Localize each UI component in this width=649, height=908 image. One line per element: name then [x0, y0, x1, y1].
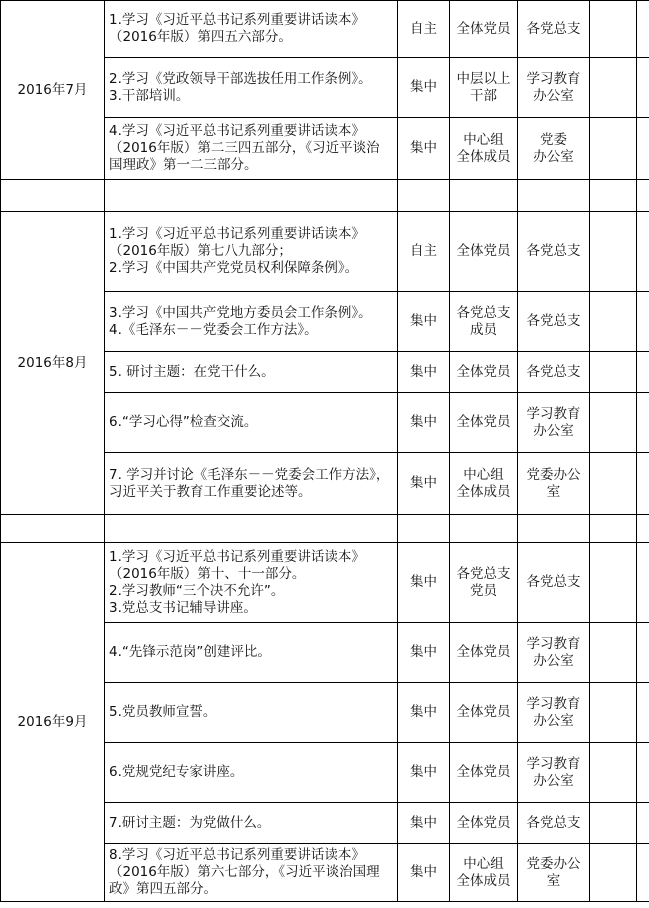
- target-cell: 中心组 全体成员: [450, 453, 518, 515]
- content-cell: 8.学习《习近平总书记系列重要讲话读本》（2016年版）第六七部分，《习近平谈治国理政》第四五部分。: [105, 844, 398, 902]
- organizer-cell: 学习教育 办公室: [518, 743, 590, 803]
- form-cell: 自主: [398, 212, 450, 292]
- target-cell: 各党总支 成员: [450, 292, 518, 352]
- content-cell: 7. 学习并讨论《毛泽东－－党委会工作方法》，习近平关于教育工作重要论述等。: [105, 453, 398, 515]
- form-cell: 集中: [398, 683, 450, 743]
- form-cell: 集中: [398, 623, 450, 683]
- empty-cell: [590, 1, 637, 58]
- month-cell-august: 2016年8月: [1, 212, 105, 515]
- content-cell: 5. 研讨主题：在党干什么。: [105, 352, 398, 393]
- content-cell: 1.学习《习近平总书记系列重要讲话读本》（2016年版）第十、十一部分。 2.学习教师“三个决不允许”。 3.党总支书记辅导讲座。: [105, 543, 398, 623]
- content-cell: 3.学习《中国共产党地方委员会工作条例》。 4.《毛泽东－－党委会工作方法》。: [105, 292, 398, 352]
- content-cell: 6.党规党纪专家讲座。: [105, 743, 398, 803]
- target-cell: 全体党员: [450, 623, 518, 683]
- form-cell: 集中: [398, 118, 450, 180]
- content-cell: 4.“先锋示范岗”创建评比。: [105, 623, 398, 683]
- target-cell: 全体党员: [450, 393, 518, 453]
- empty-cell: [637, 58, 649, 118]
- content-cell: 1.学习《习近平总书记系列重要讲话读本》（2016年版）第七八九部分； 2.学习《中国共产党党员权利保障条例》。: [105, 212, 398, 292]
- organizer-cell: 各党总支: [518, 352, 590, 393]
- form-cell: 集中: [398, 352, 450, 393]
- empty-cell: [590, 453, 637, 515]
- target-cell: 全体党员: [450, 803, 518, 844]
- empty-cell: [590, 743, 637, 803]
- content-cell: 4.学习《习近平总书记系列重要讲话读本》（2016年版）第二三四五部分，《习近平谈治国理政》第一二三部分。: [105, 118, 398, 180]
- empty-cell: [590, 212, 637, 292]
- form-cell: 集中: [398, 743, 450, 803]
- target-cell: 中层以上 干部: [450, 58, 518, 118]
- content-cell: 6.“学习心得”检查交流。: [105, 393, 398, 453]
- organizer-cell: 党委 办公室: [518, 118, 590, 180]
- empty-cell: [637, 212, 649, 292]
- table-row: [1, 543, 649, 623]
- target-cell: 全体党员: [450, 683, 518, 743]
- form-cell: 集中: [398, 453, 450, 515]
- empty-cell: [590, 844, 637, 902]
- content-cell: 1.学习《习近平总书记系列重要讲话读本》（2016年版）第四五六部分。: [105, 1, 398, 58]
- form-cell: 集中: [398, 803, 450, 844]
- empty-cell: [637, 453, 649, 515]
- form-cell: 集中: [398, 543, 450, 623]
- target-cell: 全体党员: [450, 352, 518, 393]
- organizer-cell: 党委办公室: [518, 844, 590, 902]
- spacer-row: [1, 515, 649, 543]
- form-cell: 集中: [398, 292, 450, 352]
- empty-cell: [590, 803, 637, 844]
- empty-cell: [637, 1, 649, 58]
- empty-cell: [637, 292, 649, 352]
- organizer-cell: 学习教育 办公室: [518, 58, 590, 118]
- organizer-cell: 各党总支: [518, 1, 590, 58]
- empty-cell: [590, 118, 637, 180]
- empty-cell: [590, 352, 637, 393]
- empty-cell: [637, 393, 649, 453]
- organizer-cell: 学习教育 办公室: [518, 623, 590, 683]
- empty-cell: [637, 352, 649, 393]
- target-cell: 各党总支 党员: [450, 543, 518, 623]
- organizer-cell: 各党总支: [518, 212, 590, 292]
- empty-cell: [637, 803, 649, 844]
- content-cell: 5.党员教师宣誓。: [105, 683, 398, 743]
- form-cell: 集中: [398, 58, 450, 118]
- organizer-cell: 党委办公室: [518, 453, 590, 515]
- content-cell: 7.研讨主题：为党做什么。: [105, 803, 398, 844]
- empty-cell: [590, 543, 637, 623]
- empty-cell: [590, 623, 637, 683]
- empty-cell: [637, 844, 649, 902]
- organizer-cell: 各党总支: [518, 292, 590, 352]
- form-cell: 集中: [398, 844, 450, 902]
- form-cell: 自主: [398, 1, 450, 58]
- organizer-cell: 各党总支: [518, 543, 590, 623]
- empty-cell: [590, 292, 637, 352]
- empty-cell: [590, 393, 637, 453]
- organizer-cell: 学习教育 办公室: [518, 683, 590, 743]
- target-cell: 全体党员: [450, 1, 518, 58]
- content-cell: 2.学习《党政领导干部选拔任用工作条例》。 3.干部培训。: [105, 58, 398, 118]
- spacer-row: [1, 180, 649, 212]
- target-cell: 全体党员: [450, 212, 518, 292]
- table-row: [1, 1, 649, 58]
- target-cell: 全体党员: [450, 743, 518, 803]
- empty-cell: [637, 623, 649, 683]
- empty-cell: [637, 743, 649, 803]
- empty-cell: [637, 543, 649, 623]
- table-row: [1, 212, 649, 292]
- organizer-cell: 学习教育 办公室: [518, 393, 590, 453]
- organizer-cell: 各党总支: [518, 803, 590, 844]
- month-cell-september: 2016年9月: [1, 543, 105, 902]
- target-cell: 中心组 全体成员: [450, 844, 518, 902]
- empty-cell: [637, 683, 649, 743]
- empty-cell: [590, 58, 637, 118]
- empty-cell: [590, 683, 637, 743]
- month-cell-july: 2016年7月: [1, 1, 105, 180]
- target-cell: 中心组 全体成员: [450, 118, 518, 180]
- form-cell: 集中: [398, 393, 450, 453]
- empty-cell: [637, 118, 649, 180]
